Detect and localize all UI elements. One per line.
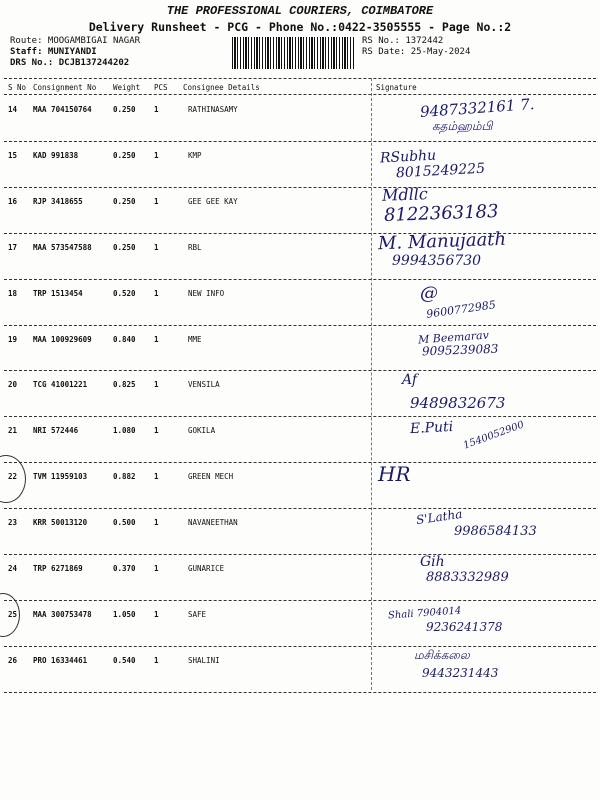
consignment-number: RJP 3418655 — [33, 196, 83, 206]
table-row — [0, 506, 600, 556]
serial-number: 22 — [8, 472, 18, 482]
pieces-count: 1 — [154, 242, 159, 252]
consignee-name: RATHINASAMY — [188, 105, 238, 114]
header-divider-top — [4, 78, 596, 79]
rs-date: RS Date: 25-May-2024 — [362, 47, 471, 57]
table-row — [0, 143, 600, 189]
handwritten-signature: Mdllc — [381, 184, 429, 205]
consignment-number: MAA 573547588 — [33, 242, 92, 252]
handwritten-signature: M Beemarav — [417, 328, 490, 346]
consignment-number: TRP 6271869 — [33, 564, 83, 573]
weight-value: 0.882 — [113, 472, 136, 482]
company-title: THE PROFESSIONAL COURIERS, COIMBATORE — [166, 4, 434, 18]
handwritten-signature: E.Puti — [409, 419, 454, 438]
runsheet-subtitle: Delivery Runsheet - PCG - Phone No.:0422-3505555 - Page No.:2 — [88, 20, 512, 34]
pieces-count: 1 — [154, 655, 159, 665]
serial-number: 16 — [8, 196, 18, 206]
consignment-number: NRI 572446 — [33, 426, 79, 436]
table-row — [0, 602, 600, 648]
handwritten-signature: 9443231443 — [422, 665, 499, 680]
handwritten-signature: Af — [402, 372, 418, 389]
weight-value: 0.250 — [113, 196, 136, 206]
handwritten-signature: 8883332989 — [426, 570, 509, 585]
table-row — [0, 648, 600, 694]
table-row — [0, 556, 600, 602]
row-divider — [4, 325, 596, 326]
table-row — [0, 464, 600, 510]
consignee-name: SHALINI — [188, 655, 220, 665]
consignment-number: PRO 16334461 — [33, 655, 88, 665]
consignment-number: TRP 1513454 — [33, 288, 83, 298]
handwritten-signature: Shali 7904014 — [387, 605, 462, 622]
table-row — [0, 184, 600, 235]
serial-number: 20 — [8, 380, 18, 390]
pieces-count: 1 — [154, 380, 159, 390]
header-divider-bottom — [4, 94, 596, 95]
weight-value: 0.520 — [113, 288, 136, 298]
serial-number: 17 — [8, 242, 18, 252]
consignment-number: KAD 991838 — [33, 150, 79, 160]
row-divider — [4, 646, 596, 647]
handwritten-signature: 9986584133 — [454, 524, 537, 540]
consignee-name: RBL — [188, 242, 202, 252]
row-divider — [4, 462, 596, 463]
handwritten-signature: M. Manujaath — [377, 228, 507, 254]
serial-number: 19 — [8, 334, 18, 344]
handwritten-signature: மசிக்கலை — [414, 647, 470, 662]
consignment-number: MAA 100929609 — [33, 334, 92, 344]
weight-value: 0.250 — [113, 150, 136, 160]
weight-value: 0.540 — [113, 655, 136, 665]
consignee-name: KMP — [188, 150, 202, 160]
consignee-name: GOKILA — [188, 426, 216, 436]
serial-number: 24 — [8, 564, 18, 573]
col-header-sno: S No — [8, 83, 27, 92]
consignee-name: MME — [188, 334, 202, 344]
consignee-name: NAVANEETHAN — [188, 518, 238, 528]
handwritten-signature: கதம்ஹம்பி — [432, 119, 493, 133]
col-header-pcs: PCS — [154, 83, 168, 92]
handwritten-signature: 9095239083 — [421, 341, 499, 358]
consignee-name: GEE GEE KAY — [188, 196, 238, 206]
pieces-count: 1 — [154, 518, 159, 528]
consignment-number: KRR 50013120 — [33, 518, 88, 528]
pieces-count: 1 — [154, 334, 159, 344]
serial-number: 25 — [8, 609, 18, 619]
pieces-count: 1 — [154, 472, 159, 482]
weight-value: 0.370 — [113, 564, 136, 573]
serial-number: 23 — [8, 518, 18, 528]
row-divider — [4, 233, 596, 234]
weight-value: 0.825 — [113, 380, 136, 390]
consignment-number: TVM 11959103 — [33, 472, 88, 482]
drs-label: DRS No.: DCJB137244202 — [10, 58, 130, 68]
serial-number: 26 — [8, 655, 18, 665]
handwritten-signature: 9489832673 — [410, 394, 506, 413]
weight-value: 0.500 — [113, 518, 136, 528]
handwritten-signature: HR — [378, 462, 411, 487]
handwritten-signature: 9600772985 — [425, 297, 497, 321]
handwritten-signature: @ — [420, 282, 438, 304]
route-label: Route: MOOGAMBIGAI NAGAR — [10, 36, 141, 46]
handwritten-signature: Gih — [420, 554, 445, 570]
table-row — [0, 418, 600, 464]
row-divider — [4, 141, 596, 142]
consignee-name: NEW INFO — [188, 288, 225, 298]
row-divider — [4, 692, 596, 693]
col-header-signature: Signature — [376, 83, 417, 92]
route-info — [10, 36, 140, 69]
handwritten-signature: RSubhu — [379, 147, 437, 167]
pieces-count: 1 — [154, 609, 159, 619]
consignee-name: VENSILA — [188, 380, 220, 390]
row-divider — [4, 508, 596, 509]
rs-info — [362, 36, 470, 58]
weight-value: 0.250 — [113, 105, 136, 114]
serial-number: 21 — [8, 426, 18, 436]
pieces-count: 1 — [154, 196, 159, 206]
serial-number: 14 — [8, 105, 18, 114]
row-divider — [4, 416, 596, 417]
serial-number: 18 — [8, 288, 18, 298]
handwritten-signature: 9236241378 — [426, 619, 503, 634]
row-divider — [4, 554, 596, 555]
row-divider — [4, 370, 596, 371]
pieces-count: 1 — [154, 150, 159, 160]
pieces-count: 1 — [154, 288, 159, 298]
table-row — [0, 228, 600, 281]
weight-value: 0.250 — [113, 242, 136, 252]
handwritten-signature: 8015249225 — [395, 160, 486, 182]
weight-value: 0.840 — [113, 334, 136, 344]
rs-number: RS No.: 1372442 — [362, 36, 444, 46]
row-divider — [4, 187, 596, 188]
col-header-consignee: Consignee Details — [183, 83, 260, 92]
col-header-consignment: Consignment No — [33, 83, 97, 92]
row-divider — [4, 279, 596, 280]
handwritten-signature: 9994356730 — [392, 252, 482, 269]
consignment-number: MAA 704150764 — [33, 105, 92, 114]
handwritten-signature: 1540052900 — [462, 419, 526, 452]
table-row — [0, 327, 600, 373]
consignee-name: GREEN MECH — [188, 472, 234, 482]
consignment-number: TCG 41001221 — [33, 380, 88, 390]
barcode — [232, 37, 354, 69]
consignee-name: SAFE — [188, 609, 207, 619]
handwritten-signature: S'Latha — [415, 506, 464, 528]
weight-value: 1.050 — [113, 609, 136, 619]
pieces-count: 1 — [154, 564, 159, 573]
consignee-name: GUNARICE — [188, 564, 225, 573]
row-divider — [4, 600, 596, 601]
table-row — [0, 372, 600, 418]
handwritten-signature: 8122363183 — [383, 200, 499, 226]
pieces-count: 1 — [154, 105, 159, 114]
serial-number: 15 — [8, 150, 18, 160]
col-header-weight: Weight — [113, 83, 141, 92]
staff-label: Staff: MUNIYANDI — [10, 47, 97, 57]
consignment-number: MAA 300753478 — [33, 609, 92, 619]
handwritten-signature: 9487332161 7. — [419, 95, 536, 121]
table-row — [0, 281, 600, 327]
table-row — [0, 97, 600, 143]
weight-value: 1.080 — [113, 426, 136, 436]
pieces-count: 1 — [154, 426, 159, 436]
